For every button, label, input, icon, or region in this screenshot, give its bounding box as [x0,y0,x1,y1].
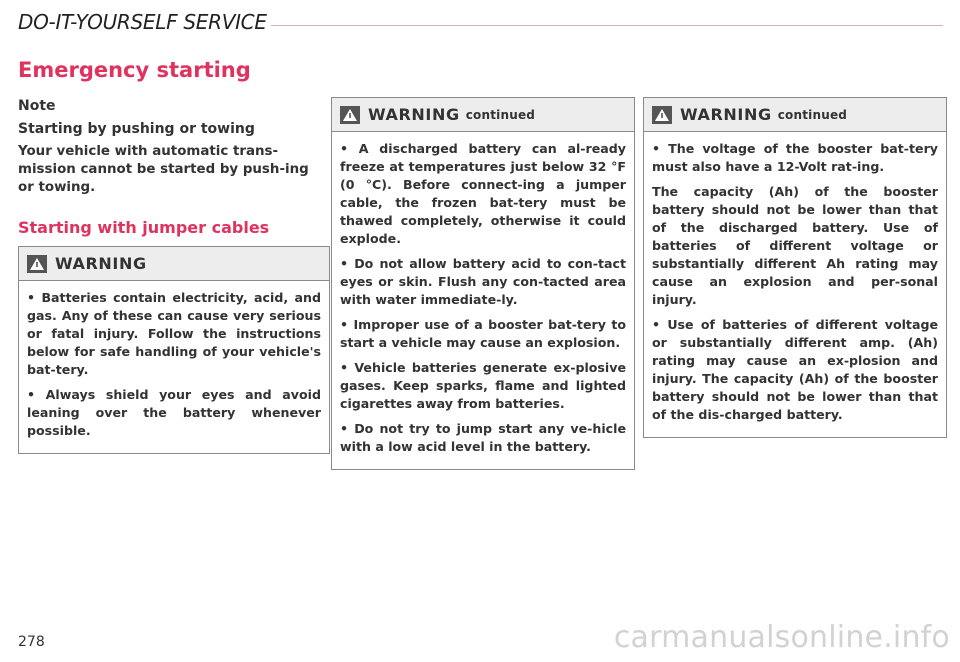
warning-paragraph: • A discharged battery can al-ready freeze at temperatures just below 32 °F (0 °C). Before connect-ing a jumper cable, the frozen bat-tery must be thawed completely, otherwise it could explode. [340,141,626,246]
warning-paragraph: The capacity (Ah) of the booster battery should not be lower than that of the discharged battery. Use of batteries of different voltage or substantially different Ah rating may cause an explosion and per-sonal injury. [652,184,938,307]
warning-paragraph: • The voltage of the booster bat-tery must also have a 12-Volt rat-ing. [652,141,938,174]
warning-paragraph: • Batteries contain electricity, acid, and gas. Any of these can cause very serious or fatal injury. Follow the instructions below for safe handling of your vehicle's bat-tery. [27,290,321,377]
warning-paragraph: • Do not allow battery acid to con-tact eyes or skin. Flush any con-tacted area with water immediate-ly. [340,256,626,307]
warning-box-2 [331,97,635,470]
warning-paragraph: • Do not try to jump start any ve-hicle with a low acid level in the battery. [340,421,626,454]
warning-title: WARNING [55,254,147,273]
page-header [18,10,943,38]
warning-triangle-icon [652,106,672,124]
warning-header [644,98,946,132]
section-title: DO-IT-YOURSELF SERVICE [18,10,271,34]
warning-paragraph: • Always shield your eyes and avoid leaning over the battery whenever possible. [27,387,321,438]
note-text: Your vehicle with automatic trans-mission cannot be started by push-ing or towing. [18,144,309,195]
section-subtitle: Starting with jumper cables [18,218,270,237]
warning-paragraph: • Vehicle batteries generate ex-plosive gases. Keep sparks, flame and lighted cigarettes away from batteries. [340,360,626,411]
page-number: 278 [18,634,45,650]
warning-continued: continued [777,107,848,122]
warning-body [332,132,634,469]
note-heading: Note [18,98,56,114]
warning-continued: continued [465,107,536,122]
warning-box-1 [18,246,330,454]
warning-box-3 [643,97,947,438]
warning-triangle-icon [340,106,360,124]
warning-header [332,98,634,132]
warning-title: WARNING [680,105,772,124]
warning-header [19,247,329,281]
warning-title: WARNING [368,105,460,124]
warning-triangle-icon [27,255,47,273]
page-title: Emergency starting [18,58,251,82]
warning-paragraph: • Improper use of a booster bat-tery to start a vehicle may cause an explosion. [340,317,626,350]
warning-paragraph: • Use of batteries of different voltage or substantially different amp. (Ah) rating may cause an ex-plosion and injury. The capacity (Ah) of the booster battery should not be lower than that of the dis-charged battery. [652,317,938,422]
note-subheading: Starting by pushing or towing [18,121,255,137]
warning-body [644,132,946,437]
watermark: carmanualsonline.info [613,620,950,655]
warning-body [19,281,329,453]
